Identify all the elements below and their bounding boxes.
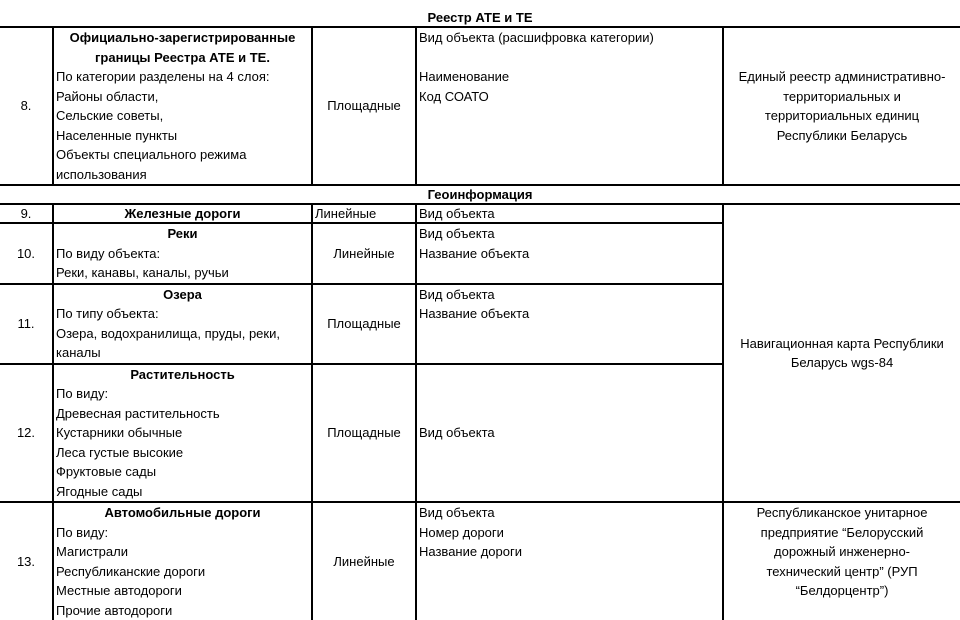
geometry-type: Линейные [312, 502, 416, 620]
layer-line: Кустарники обычные [56, 423, 309, 443]
layer-line: Магистрали [56, 542, 309, 562]
row-number: 12. [0, 364, 53, 503]
layer-title: Реки [56, 224, 309, 244]
registry-table [0, 9, 960, 620]
attribute: Вид объекта [416, 364, 723, 503]
attribute: Номер дороги [419, 523, 720, 543]
source-line: Республики Беларусь [726, 126, 958, 146]
source-line: Республиканское унитарное [726, 503, 958, 523]
layer-description [53, 284, 312, 364]
layer-line: Республиканские дороги [56, 562, 309, 582]
data-source [723, 502, 960, 620]
row-number: 11. [0, 284, 53, 364]
table-row-13 [0, 502, 960, 620]
source-line: предприятие “Белорусский [726, 523, 958, 543]
layer-line: Фруктовые сады [56, 462, 309, 482]
source-line: территориальных единиц [726, 106, 958, 126]
attribute [419, 48, 720, 68]
source-line: территориальных и [726, 87, 958, 107]
layer-line: каналы [56, 343, 309, 363]
attribute: Название объекта [419, 304, 720, 324]
geometry-type: Площадные [312, 27, 416, 185]
attributes [416, 284, 723, 364]
layer-line: По виду: [56, 384, 309, 404]
layer-line: использования [56, 165, 309, 185]
layer-line: Сельские советы, [56, 106, 309, 126]
attributes [416, 223, 723, 284]
layer-title: Растительность [56, 365, 309, 385]
source-line: Навигационная карта Республики [726, 334, 958, 354]
layer-description [53, 27, 312, 185]
data-source [723, 204, 960, 502]
attribute: Вид объекта [419, 285, 720, 305]
layer-description [53, 223, 312, 284]
attribute: Вид объекта [416, 204, 723, 223]
section-title-geo: Геоинформация [0, 185, 960, 204]
layer-description [53, 502, 312, 620]
source-line: “Белдорцентр”) [726, 581, 958, 601]
row-number: 10. [0, 223, 53, 284]
row-number: 9. [0, 204, 53, 223]
geometry-type: Площадные [312, 284, 416, 364]
attributes [416, 502, 723, 620]
attribute: Название объекта [419, 244, 720, 264]
layer-line: Местные автодороги [56, 581, 309, 601]
layer-line: По категории разделены на 4 слоя: [56, 67, 309, 87]
attribute: Наименование [419, 67, 720, 87]
layer-line: По типу объекта: [56, 304, 309, 324]
layer-line: Озера, водохранилища, пруды, реки, [56, 324, 309, 344]
layer-line: Леса густые высокие [56, 443, 309, 463]
source-line: технический центр” (РУП [726, 562, 958, 582]
layer-title: Автомобильные дороги [56, 503, 309, 523]
table-row-9 [0, 204, 960, 223]
data-source [723, 27, 960, 185]
layer-line: Ягодные сады [56, 482, 309, 502]
layer-line: По виду объекта: [56, 244, 309, 264]
source-line: Беларусь wgs-84 [726, 353, 958, 373]
table-row-8 [0, 27, 960, 185]
attribute: Название дороги [419, 542, 720, 562]
layer-line: Населенные пункты [56, 126, 309, 146]
source-line: дорожный инженерно- [726, 542, 958, 562]
layer-title: Железные дороги [53, 204, 312, 223]
layer-title: Озера [56, 285, 309, 305]
source-line: Единый реестр административно- [726, 67, 958, 87]
layer-line: Объекты специального режима [56, 145, 309, 165]
layer-description [53, 364, 312, 503]
layer-line: Реки, канавы, каналы, ручьи [56, 263, 309, 283]
attributes [416, 27, 723, 185]
layer-line: Древесная растительность [56, 404, 309, 424]
row-number: 13. [0, 502, 53, 620]
layer-line: Прочие автодороги [56, 601, 309, 620]
section-title-ate: Реестр АТЕ и ТЕ [0, 9, 960, 27]
geometry-type: Площадные [312, 364, 416, 503]
geometry-type: Линейные [312, 223, 416, 284]
attribute: Код СОАТО [419, 87, 720, 107]
attribute: Вид объекта [419, 503, 720, 523]
layer-line: По виду: [56, 523, 309, 543]
layer-title: границы Реестра АТЕ и ТЕ. [56, 48, 309, 68]
attribute: Вид объекта (расшифровка категории) [419, 28, 720, 48]
layer-line: Районы области, [56, 87, 309, 107]
row-number: 8. [0, 27, 53, 185]
geometry-type: Линейные [312, 204, 416, 223]
layer-title: Официально-зарегистрированные [56, 28, 309, 48]
attribute: Вид объекта [419, 224, 720, 244]
